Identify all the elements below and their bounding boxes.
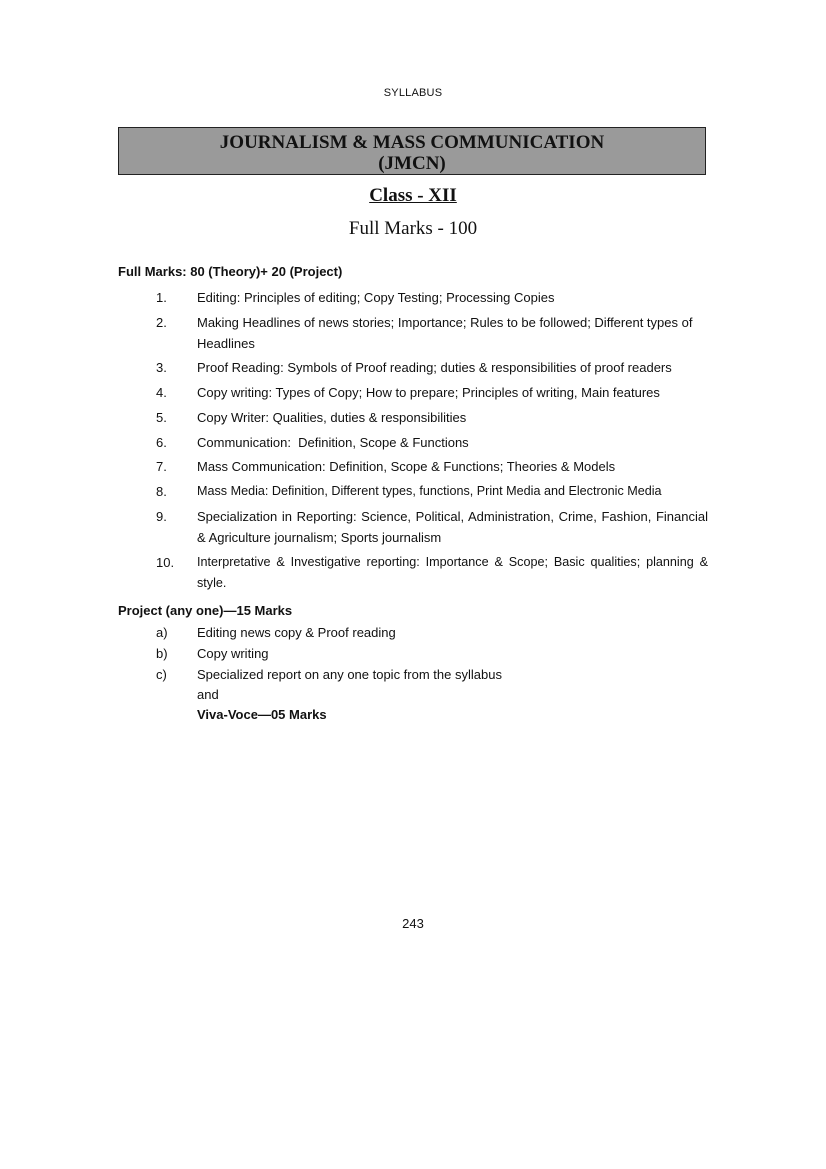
topic-text: Proof Reading: Symbols of Proof reading; duties & responsibilities of proof readers xyxy=(197,360,672,375)
topic-item xyxy=(118,552,708,594)
topic-text: Mass Media: Definition, Different types, functions, Print Media and Electronic Media xyxy=(197,484,662,498)
topic-number: 1. xyxy=(156,290,167,305)
running-head: SYLLABUS xyxy=(383,87,443,99)
title-line-2: (JMCN) xyxy=(378,153,446,174)
title-line-1: JOURNALISM & MASS COMMUNICATION xyxy=(219,132,605,153)
topic-text: Copy writing: Types of Copy; How to prepare; Principles of writing, Main features xyxy=(197,385,660,400)
topic-text: Editing: Principles of editing; Copy Testing; Processing Copies xyxy=(197,290,555,305)
topic-text: Making Headlines of news stories; Importance; Rules to be followed; Different types of Headlines xyxy=(197,315,693,351)
topic-number: 4. xyxy=(156,385,167,400)
topic-item xyxy=(118,407,708,428)
topic-number: 7. xyxy=(156,459,167,474)
topic-text: Copy Writer: Qualities, duties & responsibilities xyxy=(197,410,467,425)
project-letter: a) xyxy=(156,625,168,640)
viva-voce-label: Viva-Voce—05 Marks xyxy=(197,707,327,722)
project-heading: Project (any one)—15 Marks xyxy=(118,603,293,618)
topic-text: Communication: Definition, Scope & Functions xyxy=(197,435,469,450)
project-item xyxy=(118,664,708,685)
topic-number: 5. xyxy=(156,410,167,425)
project-text: Copy writing xyxy=(197,646,269,661)
topic-item xyxy=(118,382,708,403)
project-text: Specialized report on any one topic from the syllabus xyxy=(197,667,502,682)
topic-item xyxy=(118,481,708,502)
and-text: and xyxy=(197,687,219,702)
topic-text: Interpretative & Investigative reporting: Importance & Scope; Basic qualities; planning & style. xyxy=(197,555,708,590)
project-text: Editing news copy & Proof reading xyxy=(197,625,396,640)
theory-heading: Full Marks: 80 (Theory)+ 20 (Project) xyxy=(118,264,343,279)
project-item xyxy=(118,643,708,664)
full-marks-label: Full Marks - 100 xyxy=(348,218,478,239)
topic-item xyxy=(118,357,708,378)
project-item xyxy=(118,622,708,643)
page-number: 243 xyxy=(402,916,424,931)
topic-item xyxy=(118,312,708,354)
topic-number: 6. xyxy=(156,435,167,450)
title-box xyxy=(118,127,706,175)
topic-text: Mass Communication: Definition, Scope & Functions; Theories & Models xyxy=(197,459,616,474)
topic-text: Specialization in Reporting: Science, Political, Administration, Crime, Fashion, Financial & Agriculture journalism; Sports journalism xyxy=(197,509,708,545)
topic-item xyxy=(118,456,708,477)
topic-number: 2. xyxy=(156,315,167,330)
topic-number: 9. xyxy=(156,509,167,524)
topic-item xyxy=(118,287,708,308)
project-letter: c) xyxy=(156,667,167,682)
topic-item xyxy=(118,432,708,453)
project-letter: b) xyxy=(156,646,168,661)
topic-number: 10. xyxy=(156,555,175,570)
topic-number: 8. xyxy=(156,484,167,499)
topic-number: 3. xyxy=(156,360,167,375)
class-label: Class - XII xyxy=(369,185,457,206)
topic-item xyxy=(118,506,708,548)
